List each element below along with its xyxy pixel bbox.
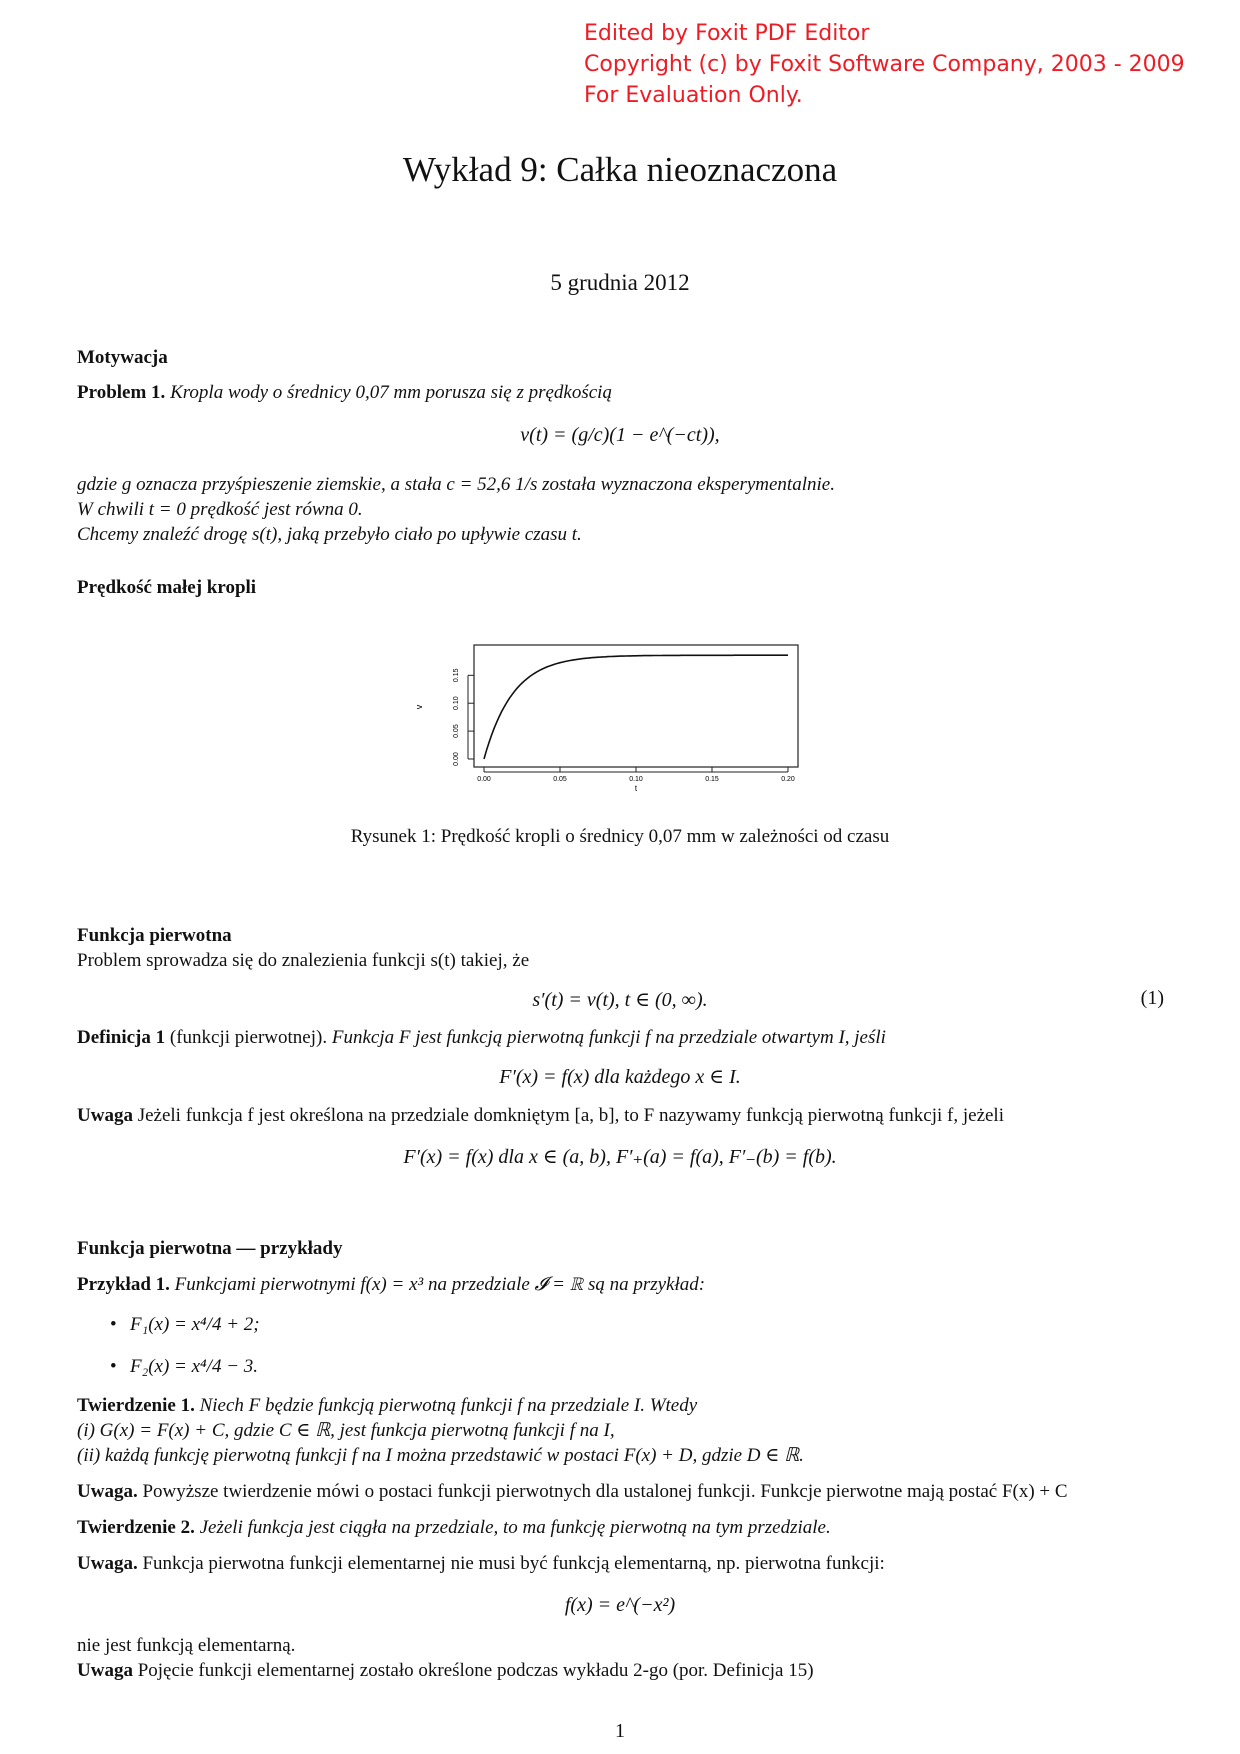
- twierdzenie-2-label: Twierdzenie 2.: [77, 1517, 195, 1538]
- equation-1-number: (1): [1140, 987, 1164, 1009]
- x-tick-label: 0.00: [477, 776, 491, 783]
- section-motywacja: Motywacja: [77, 347, 168, 368]
- twierdzenie-2: [77, 1516, 831, 1540]
- equation-1: s′(t) = v(t), t ∈ (0, ∞).: [532, 989, 708, 1011]
- przyklad-1: [77, 1273, 705, 1297]
- foxit-watermark: [584, 18, 1185, 111]
- twierdzenie-1: [77, 1394, 697, 1418]
- section-funkcja-pierwotna: Funkcja pierwotna: [77, 925, 232, 946]
- velocity-chart: [400, 635, 820, 795]
- section-predkosc: Prędkość małej kropli: [77, 577, 257, 598]
- uwaga-4-label: Uwaga: [77, 1660, 133, 1681]
- y-axis-label: v: [414, 704, 424, 710]
- uwaga-4-text: Pojęcie funkcji elementarnej zostało określone podczas wykładu 2-go (por. Definicja 15): [137, 1660, 814, 1681]
- problem-1-line-4: Chcemy znaleźć drogę s(t), jaką przebyło ciało po upływie czasu t.: [77, 524, 582, 545]
- date: 5 grudnia 2012: [550, 270, 690, 295]
- section-przyklady: Funkcja pierwotna — przykłady: [77, 1238, 343, 1259]
- uwaga-1-equation: F′(x) = f(x) dla x ∈ (a, b), F′₊(a) = f(a), F′₋(b) = f(b).: [403, 1146, 837, 1168]
- definition-1-text: Funkcja F jest funkcją pierwotną funkcji f na przedziale otwartym I, jeśli: [331, 1027, 886, 1048]
- bullet-icon: •: [110, 1314, 117, 1335]
- problem-1: [77, 381, 612, 405]
- uwaga-3: [77, 1552, 885, 1576]
- przyklad-1-text: Funkcjami pierwotnymi f(x) = x³ na przedziale 𝓘 = ℝ są na przykład:: [174, 1274, 706, 1295]
- watermark-line-1: Edited by Foxit PDF Editor: [584, 21, 870, 46]
- example-item-1: F₁(x) = x⁴/4 + 2;: [130, 1314, 260, 1335]
- problem-1-line-3: W chwili t = 0 prędkość jest równa 0.: [77, 499, 363, 520]
- y-tick-label: 0.00: [453, 752, 460, 766]
- uwaga-1: [77, 1104, 1004, 1128]
- page-title: Wykład 9: Całka nieoznaczona: [402, 150, 838, 189]
- x-tick-label: 0.15: [705, 776, 719, 783]
- uwaga-3-equation: f(x) = e^(−x²): [564, 1594, 676, 1616]
- x-tick-label: 0.05: [553, 776, 567, 783]
- x-axis: [477, 767, 795, 783]
- problem-1-line-2: gdzie g oznacza przyśpieszenie ziemskie, a stała c = 52,6 1/s została wyznaczona eksperymentalnie.: [77, 474, 835, 495]
- definition-1-paren: (funkcji pierwotnej).: [169, 1027, 328, 1048]
- uwaga-3-end: nie jest funkcją elementarną.: [77, 1635, 296, 1656]
- uwaga-1-text: Jeżeli funkcja f jest określona na przedziale domkniętym [a, b], to F nazywamy funkcją pierwotną funkcji f, jeżeli: [137, 1105, 1004, 1126]
- uwaga-2: [77, 1480, 1068, 1504]
- twierdzenie-1-text: Niech F będzie funkcją pierwotną funkcji f na przedziale I. Wtedy: [199, 1395, 698, 1416]
- x-tick-label: 0.10: [629, 776, 643, 783]
- y-axis: [453, 668, 474, 765]
- przyklad-1-label: Przykład 1.: [77, 1274, 170, 1295]
- uwaga-2-label: Uwaga.: [77, 1481, 138, 1502]
- y-tick-label: 0.15: [453, 668, 460, 683]
- twierdzenie-1-ii: (ii) każdą funkcję pierwotną funkcji f na I można przedstawić w postaci F(x) + D, gdzie D ∈ ℝ.: [77, 1445, 804, 1466]
- y-tick-label: 0.10: [453, 696, 460, 711]
- funkcja-intro: Problem sprowadza się do znalezienia funkcji s(t) takiej, że: [77, 950, 530, 971]
- uwaga-2-text: Powyższe twierdzenie mówi o postaci funkcji pierwotnych dla ustalonej funkcji. Funkcje pierwotne mają postać F(x) + C: [142, 1481, 1068, 1502]
- y-tick-label: 0.05: [453, 724, 460, 738]
- uwaga-3-text: Funkcja pierwotna funkcji elementarnej nie musi być funkcją elementarną, np. pierwotna funkcji:: [142, 1553, 885, 1574]
- example-item-2: F₂(x) = x⁴/4 − 3.: [130, 1356, 259, 1377]
- watermark-line-2: Copyright (c) by Foxit Software Company, 2003 - 2009: [584, 52, 1185, 77]
- definition-1: [77, 1026, 886, 1050]
- figure-caption: Rysunek 1: Prędkość kropli o średnicy 0,07 mm w zależności od czasu: [350, 826, 890, 847]
- x-tick-label: 0.20: [781, 776, 795, 783]
- plot-frame: [474, 645, 798, 767]
- definition-1-equation: F′(x) = f(x) dla każdego x ∈ I.: [499, 1066, 741, 1088]
- uwaga-1-label: Uwaga: [77, 1105, 133, 1126]
- velocity-curve: [484, 655, 788, 759]
- uwaga-3-label: Uwaga.: [77, 1553, 138, 1574]
- bullet-icon: •: [110, 1356, 117, 1377]
- watermark-line-3: For Evaluation Only.: [584, 83, 803, 108]
- problem-1-label: Problem 1.: [77, 382, 166, 403]
- problem-1-text: Kropla wody o średnicy 0,07 mm porusza się z prędkością: [170, 382, 612, 403]
- x-axis-label: t: [634, 784, 638, 793]
- uwaga-4: [77, 1659, 814, 1683]
- definition-1-label: Definicja 1: [77, 1027, 166, 1048]
- page-number: 1: [615, 1720, 625, 1742]
- twierdzenie-1-i: (i) G(x) = F(x) + C, gdzie C ∈ ℝ, jest funkcja pierwotną funkcji f na I,: [77, 1420, 615, 1441]
- twierdzenie-1-label: Twierdzenie 1.: [77, 1395, 195, 1416]
- twierdzenie-2-text: Jeżeli funkcja jest ciągła na przedziale, to ma funkcję pierwotną na tym przedziale.: [199, 1517, 831, 1538]
- velocity-formula: v(t) = (g/c)(1 − e^(−ct)),: [520, 424, 720, 446]
